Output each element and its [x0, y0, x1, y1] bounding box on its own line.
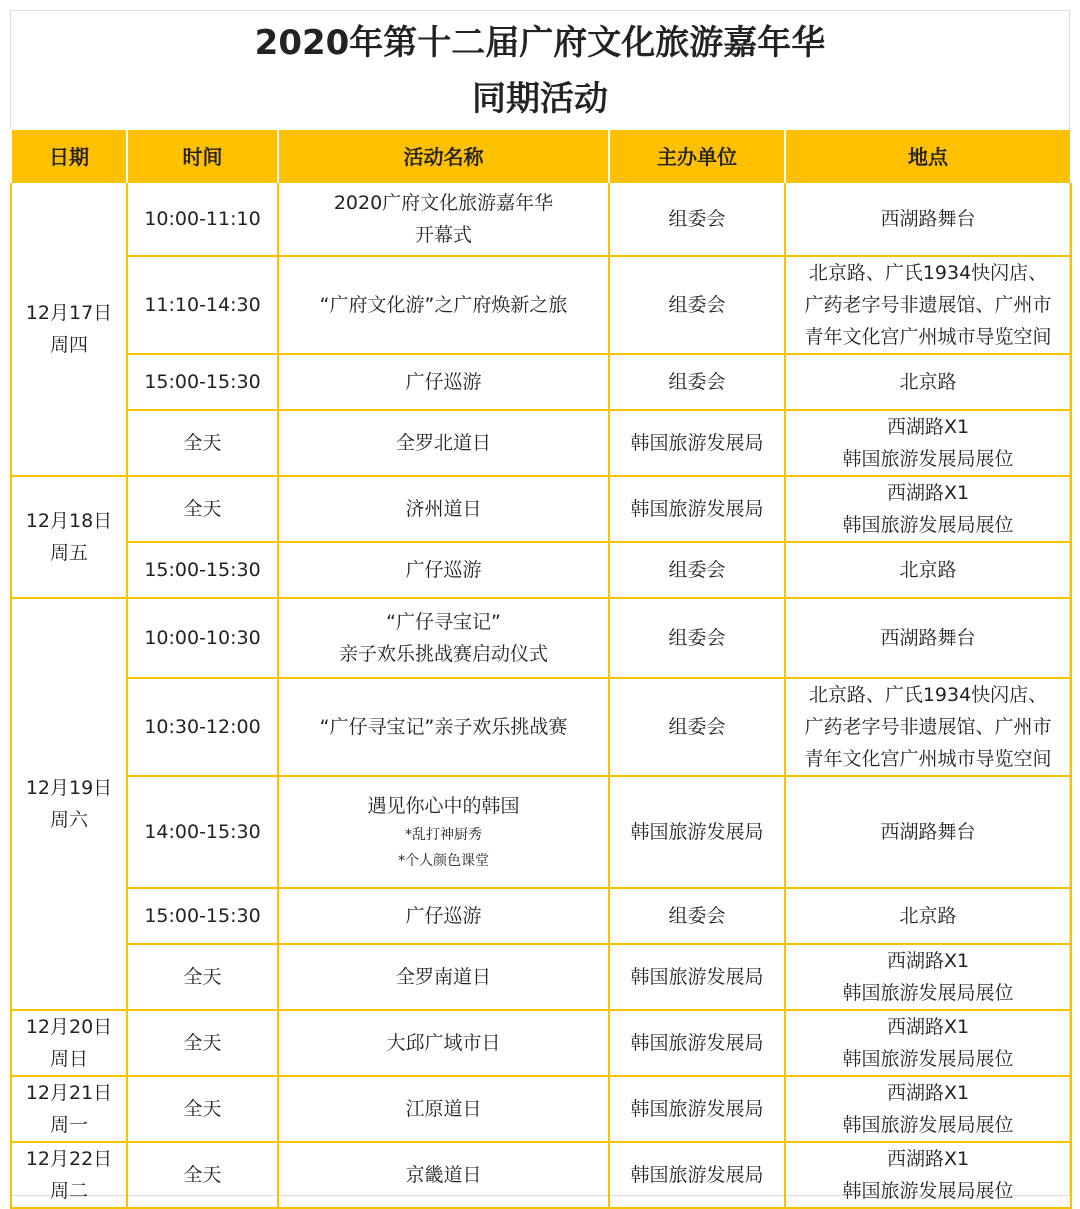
activity-name-line: “广仔寻宝记”亲子欢乐挑战赛	[319, 716, 568, 738]
activity-name-line: 济州道日	[405, 498, 482, 520]
activity-cell	[278, 542, 609, 598]
organizer-cell: 组委会	[609, 354, 785, 410]
location-line: 北京路、广氏1934快闪店、	[808, 684, 1048, 706]
organizer-cell: 韩国旅游发展局	[609, 410, 785, 476]
organizer-cell: 组委会	[609, 256, 785, 354]
activity-cell	[278, 256, 609, 354]
table-row	[11, 944, 1071, 1010]
weekday-text: 周六	[49, 809, 88, 831]
organizer-cell: 组委会	[609, 542, 785, 598]
location-line: 青年文化宫广州城市导览空间	[804, 748, 1052, 770]
date-cell	[11, 598, 127, 1010]
weekday-text: 周日	[49, 1048, 88, 1070]
time-cell: 11:10-14:30	[127, 256, 278, 354]
activity-name-line: “广仔寻宝记”	[386, 611, 501, 633]
location-line: 韩国旅游发展局展位	[842, 982, 1014, 1004]
title-block	[10, 10, 1070, 130]
activity-cell	[278, 354, 609, 410]
activity-name-line: “广府文化游”之广府焕新之旅	[319, 294, 568, 316]
activity-cell	[278, 476, 609, 542]
schedule-body	[11, 182, 1071, 1208]
location-cell	[785, 776, 1071, 888]
location-line: 广药老字号非遗展馆、广州市	[804, 716, 1052, 738]
table-row	[11, 598, 1071, 678]
location-cell	[785, 1076, 1071, 1142]
activity-cell	[278, 182, 609, 256]
organizer-cell: 韩国旅游发展局	[609, 476, 785, 542]
activity-name-line: 广仔巡游	[405, 371, 482, 393]
organizer-cell: 组委会	[609, 678, 785, 776]
organizer-cell: 韩国旅游发展局	[609, 1076, 785, 1142]
location-cell	[785, 354, 1071, 410]
column-header-organizer: 主办单位	[609, 130, 785, 182]
table-row	[11, 1142, 1071, 1208]
weekday-text: 周四	[49, 334, 88, 356]
date-text: 12月20日	[25, 1016, 113, 1038]
activity-subitem: *个人颜色课堂	[398, 853, 489, 869]
date-text: 12月22日	[25, 1148, 113, 1170]
activity-name-line: 全罗北道日	[395, 432, 491, 454]
header-row	[11, 130, 1071, 182]
activity-cell	[278, 1010, 609, 1076]
activity-name-line: 广仔巡游	[405, 905, 482, 927]
location-line: 北京路	[899, 559, 957, 581]
date-cell	[11, 1142, 127, 1208]
time-cell: 全天	[127, 410, 278, 476]
column-header-time: 时间	[127, 130, 278, 182]
location-cell	[785, 678, 1071, 776]
activity-cell	[278, 1142, 609, 1208]
location-cell	[785, 182, 1071, 256]
time-cell: 15:00-15:30	[127, 354, 278, 410]
table-row	[11, 542, 1071, 598]
location-cell	[785, 944, 1071, 1010]
column-header-activity: 活动名称	[278, 130, 609, 182]
activity-subitem: *乱打神厨秀	[405, 827, 482, 843]
time-cell: 10:00-10:30	[127, 598, 278, 678]
organizer-cell: 韩国旅游发展局	[609, 1142, 785, 1208]
activity-cell	[278, 944, 609, 1010]
location-line: 广药老字号非遗展馆、广州市	[804, 294, 1052, 316]
activity-cell	[278, 598, 609, 678]
location-cell	[785, 888, 1071, 944]
table-row	[11, 410, 1071, 476]
time-cell: 10:30-12:00	[127, 678, 278, 776]
time-cell: 全天	[127, 1142, 278, 1208]
page-subtitle: 同期活动	[472, 79, 608, 119]
location-line: 西湖路舞台	[880, 627, 976, 649]
location-line: 韩国旅游发展局展位	[842, 514, 1014, 536]
location-cell	[785, 1010, 1071, 1076]
activity-name-line: 开幕式	[414, 224, 472, 246]
date-text: 12月17日	[25, 302, 113, 324]
date-cell	[11, 1010, 127, 1076]
table-row	[11, 1010, 1071, 1076]
activity-cell	[278, 888, 609, 944]
activity-name-line: 全罗南道日	[395, 966, 491, 988]
activity-name-line: 广仔巡游	[405, 559, 482, 581]
location-line: 西湖路X1	[886, 950, 970, 972]
table-row	[11, 476, 1071, 542]
location-line: 西湖路X1	[886, 482, 970, 504]
location-line: 西湖路舞台	[880, 208, 976, 230]
location-cell	[785, 256, 1071, 354]
column-header-location: 地点	[785, 130, 1071, 182]
activity-cell	[278, 410, 609, 476]
location-line: 青年文化宫广州城市导览空间	[804, 326, 1052, 348]
date-cell	[11, 476, 127, 598]
activity-cell	[278, 1076, 609, 1142]
time-cell: 全天	[127, 1076, 278, 1142]
time-cell: 全天	[127, 476, 278, 542]
date-text: 12月19日	[25, 777, 113, 799]
time-cell: 全天	[127, 1010, 278, 1076]
table-row	[11, 888, 1071, 944]
time-cell: 15:00-15:30	[127, 888, 278, 944]
location-line: 西湖路X1	[886, 1082, 970, 1104]
time-cell: 14:00-15:30	[127, 776, 278, 888]
location-cell	[785, 598, 1071, 678]
location-cell	[785, 476, 1071, 542]
date-cell	[11, 182, 127, 476]
location-line: 韩国旅游发展局展位	[842, 1180, 1014, 1202]
date-text: 12月21日	[25, 1082, 113, 1104]
organizer-cell: 韩国旅游发展局	[609, 1010, 785, 1076]
location-line: 西湖路X1	[886, 1016, 970, 1038]
table-row	[11, 256, 1071, 354]
activity-name-line: 2020广府文化旅游嘉年华	[333, 192, 554, 214]
time-cell: 全天	[127, 944, 278, 1010]
time-cell: 15:00-15:30	[127, 542, 278, 598]
location-line: 西湖路X1	[886, 416, 970, 438]
location-line: 北京路、广氏1934快闪店、	[808, 262, 1048, 284]
location-cell	[785, 410, 1071, 476]
date-text: 12月18日	[25, 510, 113, 532]
activity-name-line: 大邱广域市日	[386, 1032, 501, 1054]
date-cell	[11, 1076, 127, 1142]
location-line: 西湖路X1	[886, 1148, 970, 1170]
weekday-text: 周一	[49, 1114, 88, 1136]
activity-cell	[278, 678, 609, 776]
location-line: 韩国旅游发展局展位	[842, 1114, 1014, 1136]
location-line: 北京路	[899, 371, 957, 393]
location-cell	[785, 1142, 1071, 1208]
organizer-cell: 组委会	[609, 888, 785, 944]
weekday-text: 周五	[49, 542, 88, 564]
time-cell: 10:00-11:10	[127, 182, 278, 256]
organizer-cell: 组委会	[609, 598, 785, 678]
activity-name-line: 江原道日	[405, 1098, 482, 1120]
location-line: 西湖路舞台	[880, 821, 976, 843]
location-line: 北京路	[899, 905, 957, 927]
activity-cell	[278, 776, 609, 888]
location-line: 韩国旅游发展局展位	[842, 1048, 1014, 1070]
page-title: 2020年第十二届广府文化旅游嘉年华	[254, 23, 826, 63]
activity-name-line: 亲子欢乐挑战赛启动仪式	[338, 643, 548, 665]
organizer-cell: 韩国旅游发展局	[609, 776, 785, 888]
weekday-text: 周二	[49, 1180, 88, 1202]
activity-name-line: 遇见你心中的韩国	[367, 795, 520, 817]
table-row	[11, 678, 1071, 776]
table-row	[11, 182, 1071, 256]
table-row	[11, 354, 1071, 410]
location-line: 韩国旅游发展局展位	[842, 448, 1014, 470]
organizer-cell: 组委会	[609, 182, 785, 256]
column-header-date: 日期	[11, 130, 127, 182]
table-row	[11, 1076, 1071, 1142]
schedule-table	[10, 130, 1072, 1209]
organizer-cell: 韩国旅游发展局	[609, 944, 785, 1010]
table-row	[11, 776, 1071, 888]
location-cell	[785, 542, 1071, 598]
activity-name-line: 京畿道日	[405, 1164, 482, 1186]
